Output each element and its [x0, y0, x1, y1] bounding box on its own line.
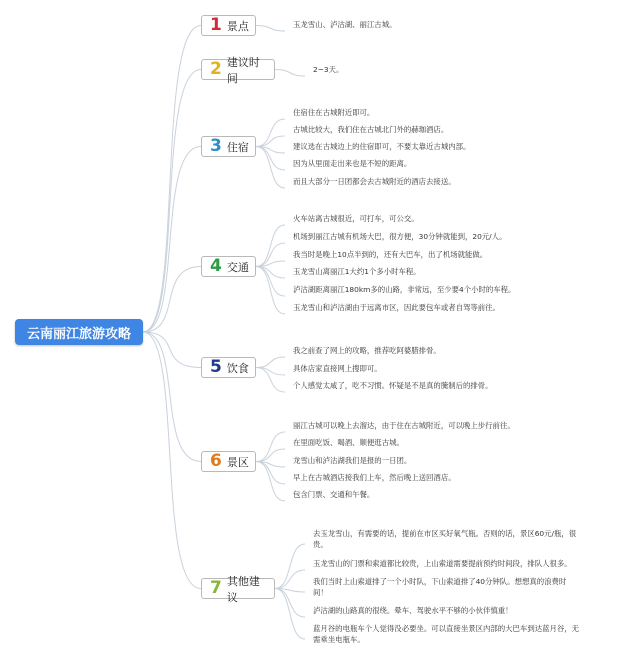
item-link	[256, 432, 285, 462]
branch-topic[interactable]	[201, 451, 256, 472]
root-topic[interactable]: 云南丽江旅游攻略	[15, 319, 143, 345]
list-item[interactable]: 蓝月谷的电瓶车个人觉得没必要坐。可以直接坐景区内部的大巴车到达蓝月谷，无需乘坐电瓶车。	[313, 624, 580, 644]
branch-number: 2	[210, 59, 222, 79]
list-item[interactable]: 建议选在古城边上的住宿即可，不要太靠近古城内部。	[293, 142, 471, 151]
list-item[interactable]: 玉龙雪山和泸沽湖由于远离市区，因此要包车或者自驾等前往。	[293, 303, 500, 312]
branch-label: 建议时间	[226, 55, 260, 85]
list-item[interactable]: 机场到丽江古城有机场大巴，很方便，30分钟就能到，20元/人。	[293, 232, 507, 241]
branch-number: 7	[210, 578, 222, 598]
list-item[interactable]: 因为从里面走出来也是不短的距离。	[293, 159, 412, 168]
root-link	[143, 332, 201, 462]
item-link	[256, 357, 285, 368]
branch-label: 其他建议	[226, 574, 260, 604]
list-item[interactable]: 玉龙雪山离丽江1大约1个多小时车程。	[293, 267, 421, 276]
list-item[interactable]: 住宿住在古城附近即可。	[293, 108, 375, 117]
item-link	[256, 26, 285, 32]
list-item[interactable]: 火车站离古城很近，可打车，可公交。	[293, 214, 419, 223]
list-item[interactable]: 龙雪山和泸沽湖我们是报的一日团。	[293, 456, 412, 465]
branch-number: 3	[210, 136, 222, 156]
item-link	[256, 119, 285, 147]
branch-label: 景点	[226, 19, 249, 33]
item-link	[256, 449, 285, 462]
root-link	[143, 267, 201, 333]
list-item[interactable]: 泸沽湖的山路真的很绕。晕车、驾驶水平不够的小伙伴慎重！	[313, 606, 513, 615]
item-link	[256, 136, 285, 147]
branch-topic[interactable]	[201, 136, 256, 157]
branch-topic[interactable]	[201, 15, 256, 36]
branch-number: 6	[210, 451, 222, 471]
root-link	[143, 332, 201, 589]
list-item[interactable]: 我们当时上山索道排了一个小时队，下山索道排了40分钟队。想想真的浪费时间！	[313, 577, 567, 597]
item-link	[256, 462, 285, 502]
item-link	[275, 570, 305, 589]
branch-topic[interactable]	[201, 256, 256, 277]
list-item[interactable]: 丽江古城可以晚上去溜达，由于住在古城附近，可以晚上步行前往。	[293, 421, 515, 430]
branch-topic[interactable]	[201, 574, 275, 604]
branch-label: 住宿	[226, 140, 249, 154]
list-item[interactable]: 玉龙雪山的门票和索道都比较贵，上山索道需要提前预约时间段，排队人很多。	[313, 559, 572, 568]
list-item[interactable]: 包含门票、交通和午餐。	[293, 490, 375, 499]
list-item[interactable]: 具体店家直接网上搜即可。	[293, 364, 382, 373]
list-item[interactable]: 而且大部分一日团都会去古城附近的酒店去接送。	[293, 177, 456, 186]
branch-topic[interactable]	[201, 357, 256, 378]
branch-label: 景区	[226, 455, 249, 469]
item-link	[275, 589, 305, 640]
list-item[interactable]: 个人感觉太咸了，吃不习惯。怀疑是不是真的腌制后的排骨。	[293, 381, 493, 390]
branch-number: 1	[210, 15, 222, 35]
branch-number: 5	[210, 357, 222, 377]
list-item[interactable]: 去玉龙雪山，有需要的话，提前在市区买好氧气瓶。否则的话，景区60元/瓶，很贵。	[313, 529, 577, 549]
branch-number: 4	[210, 256, 222, 276]
list-item[interactable]: 玉龙雪山、泸沽湖、丽江古城。	[293, 20, 397, 29]
branch-label: 饮食	[226, 361, 249, 375]
item-link	[256, 368, 285, 376]
list-item[interactable]: 早上在古城酒店接我们上车，然后晚上送回酒店。	[293, 473, 456, 482]
list-item[interactable]: 在里面吃饭、喝酒、顺便逛古城。	[293, 438, 404, 447]
item-link	[275, 70, 305, 77]
list-item[interactable]: 泸沽湖距离丽江180km多的山路，非常远，至少要4个小时的车程。	[293, 285, 516, 294]
list-item[interactable]: 古城比较大，我们住在古城北门外的赫珈酒店。	[293, 125, 449, 134]
item-link	[256, 267, 285, 315]
branch-topic[interactable]	[201, 55, 275, 85]
item-link	[256, 225, 285, 267]
list-item[interactable]: 2~3天。	[313, 65, 344, 74]
list-item[interactable]: 我当时是晚上10点半到的，还有大巴车，出了机场就能做。	[293, 250, 488, 259]
item-link	[275, 544, 305, 589]
list-item[interactable]: 我之前查了网上的攻略，推荐吃阿婆腊排骨。	[293, 346, 441, 355]
branch-label: 交通	[226, 260, 249, 274]
